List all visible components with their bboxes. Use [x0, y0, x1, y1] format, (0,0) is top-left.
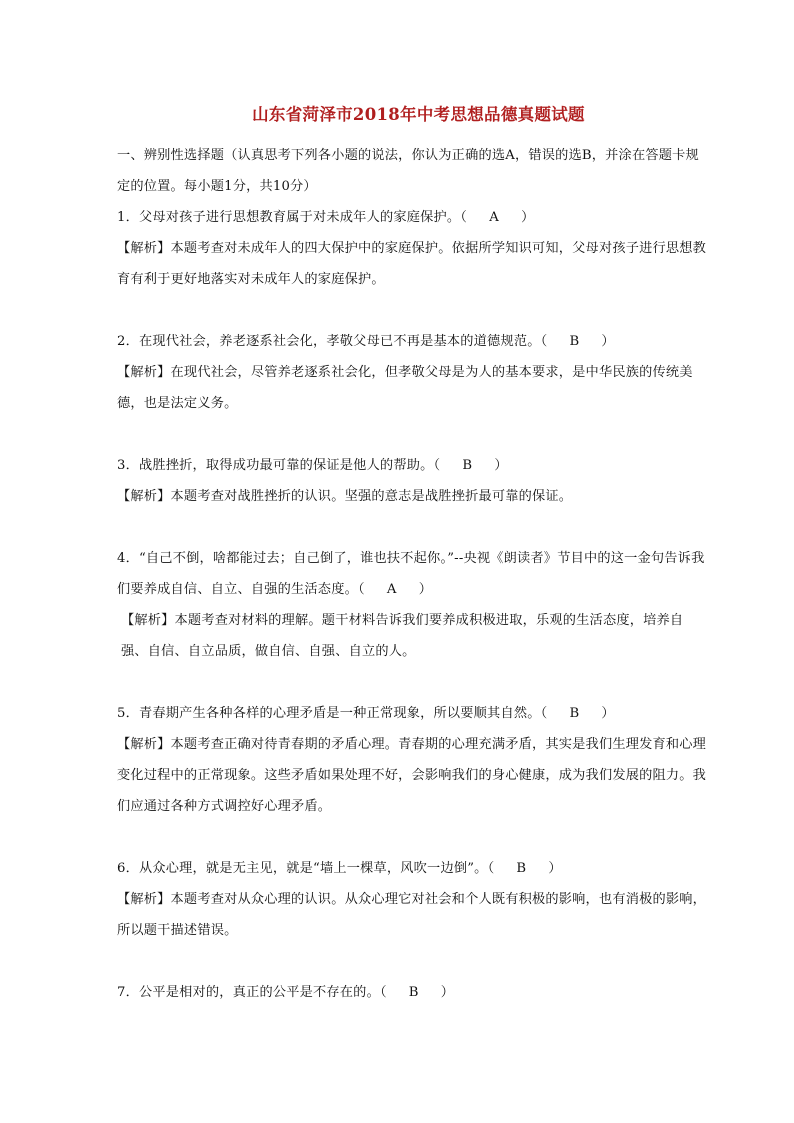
- answer-bracket-close: ）: [601, 334, 615, 349]
- answer-bracket-close: ）: [440, 985, 455, 1000]
- question-1-answer: A: [489, 210, 499, 225]
- question-2-analysis: 【解析】在现代社会，尽管养老逐系社会化，但孝敬父母是为人的基本要求，是中华民族的传统美德，也是法定义务。: [117, 365, 693, 411]
- question-3-answer: B: [462, 458, 473, 473]
- question-7: [117, 977, 710, 1008]
- question-6-text: 6．从众心理，就是无主见，就是“墙上一棵草，风吹一边倒”。: [117, 861, 488, 876]
- question-3-analysis: 【解析】本题考查对战胜挫折的认识。坚强的意志是战胜挫折最可靠的保证。: [117, 489, 573, 504]
- spacer: [117, 419, 710, 450]
- question-7-text: 7．公平是相对的，真正的公平是不存在的。: [117, 985, 380, 1000]
- spacer: [117, 822, 710, 853]
- question-5: [117, 698, 710, 729]
- question-4-text: 4．“自己不倒，啥都能过去；自己倒了，谁也扶不起你。”--央视《朗读者》节目中的这一金句告诉我们要养成自信、自立、自强的生活态度。: [117, 551, 705, 597]
- page-title: 山东省菏泽市2018年中考思想品德真题试题: [252, 105, 585, 124]
- spacer: [117, 667, 710, 698]
- question-6-analysis: 【解析】本题考查对从众心理的认识。从众心理它对社会和个人既有积极的影响，也有消极的影响，所以题干描述错误。: [117, 892, 707, 938]
- question-2-text: 2．在现代社会，养老逐系社会化，孝敬父母已不再是基本的道德规范。: [117, 334, 541, 349]
- answer-bracket-close: ）: [494, 458, 508, 473]
- question-1-analysis: 【解析】本题考查对未成年人的四大保护中的家庭保护。依据所学知识可知，父母对孩子进行思想教育有利于更好地落实对未成年人的家庭保护。: [117, 241, 707, 287]
- question-4-answer: A: [386, 582, 397, 597]
- answer-bracket-close: ）: [418, 582, 433, 597]
- answer-bracket-open: （: [487, 861, 495, 876]
- answer-bracket-close: ）: [521, 210, 535, 225]
- question-5-text: 5．青春期产生各种各样的心理矛盾是一种正常现象，所以要顺其自然。: [117, 706, 541, 721]
- question-4-analysis: 【解析】本题考查对材料的理解。题干材料告诉我们要养成积极进取，乐观的生活态度，培养自强、自信、自立品质，做自信、自强、自立的人。: [121, 613, 684, 659]
- answer-bracket-open: （: [540, 334, 548, 349]
- spacer: [117, 946, 710, 977]
- question-3: [117, 450, 710, 481]
- question-1-text: 1．父母对孩子进行思想教育属于对未成年人的家庭保护。: [117, 210, 461, 225]
- answer-bracket-close: ）: [601, 706, 615, 721]
- spacer: [117, 295, 710, 326]
- answer-bracket-open: （: [540, 706, 548, 721]
- question-2-answer: B: [569, 334, 580, 349]
- question-6: [117, 853, 710, 884]
- question-5-analysis: 【解析】本题考查正确对待青春期的矛盾心理。青春期的心理充满矛盾，其实是我们生理发育和心理变化过程中的正常现象。这些矛盾如果处理不好，会影响我们的身心健康，成为我们发展的阻力。我们应通过各种方式调控好心理矛盾。: [117, 737, 707, 814]
- question-7-answer: B: [408, 985, 419, 1000]
- answer-bracket-open: （: [433, 458, 441, 473]
- answer-bracket-open: （: [357, 582, 365, 597]
- question-4: [117, 543, 710, 605]
- answer-bracket-close: ）: [548, 861, 562, 876]
- question-1: [117, 202, 710, 233]
- question-5-answer: B: [569, 706, 580, 721]
- question-6-answer: B: [516, 861, 527, 876]
- section-instructions: 一、辨别性选择题（认真思考下列各小题的说法，你认为正确的选A，错误的选B，并涂在答题卡规定的位置。每小题1分，共10分）: [117, 148, 699, 194]
- question-2: [117, 326, 710, 357]
- answer-bracket-open: （: [460, 210, 468, 225]
- question-3-text: 3．战胜挫折，取得成功最可靠的保证是他人的帮助。: [117, 458, 434, 473]
- answer-bracket-open: （: [379, 985, 387, 1000]
- spacer: [117, 512, 710, 543]
